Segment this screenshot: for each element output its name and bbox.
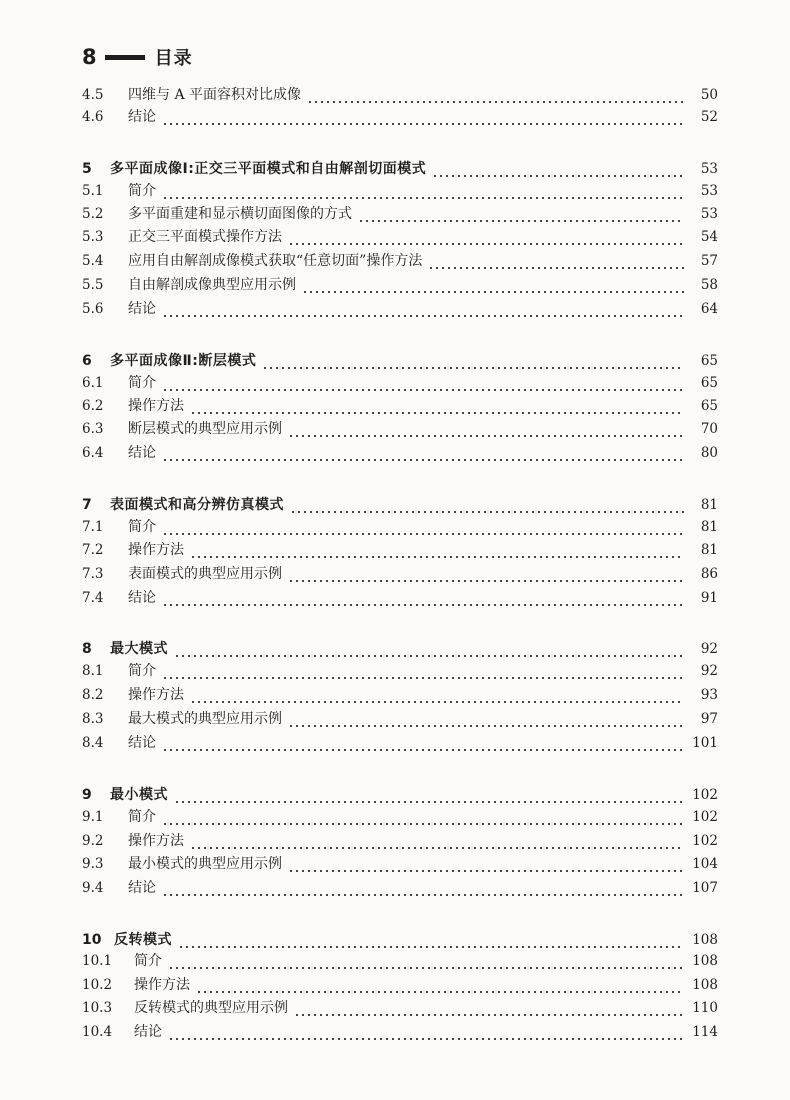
dot-leader [162, 587, 684, 609]
entry-page-number: 65 [700, 375, 718, 391]
entry-title: 应用自由解剖成像模式获取“任意切面”操作方法 [128, 253, 423, 269]
dot-leader [168, 950, 684, 972]
toc-section-entry [82, 587, 718, 609]
toc-section-entry [82, 563, 718, 585]
entry-number: 8.2 [82, 687, 104, 703]
entry-page-number: 65 [700, 398, 718, 414]
toc-section-entry [82, 853, 718, 875]
entry-title: 简介 [128, 809, 156, 825]
dot-leader [288, 853, 684, 875]
entry-title: 结论 [128, 109, 156, 125]
entry-number: 8.4 [82, 735, 104, 751]
entry-page-number: 53 [700, 161, 718, 177]
dot-leader [162, 732, 684, 754]
dot-leader [162, 877, 684, 899]
dot-leader [162, 516, 684, 538]
entry-title: 结论 [128, 880, 156, 896]
entry-number: 5.4 [82, 253, 104, 269]
entry-page-number: 81 [700, 497, 718, 513]
toc-section-entry [82, 84, 718, 106]
toc-section-entry [82, 1021, 718, 1043]
entry-title: 简介 [128, 519, 156, 535]
entry-number: 8.1 [82, 663, 104, 679]
toc-section-entry [82, 442, 718, 464]
dot-leader [162, 442, 684, 464]
dot-leader [262, 350, 684, 372]
entry-number: 5.2 [82, 206, 104, 222]
entry-page-number: 57 [700, 253, 718, 269]
entry-number: 7.2 [82, 542, 104, 558]
entry-page-number: 65 [700, 353, 718, 369]
entry-title: 正交三平面模式操作方法 [128, 229, 282, 245]
entry-title: 操作方法 [128, 542, 184, 558]
entry-page-number: 110 [692, 1000, 718, 1016]
entry-page-number: 81 [700, 519, 718, 535]
dot-leader [288, 708, 684, 730]
entry-number: 5.5 [82, 277, 104, 293]
toc-section-entry [82, 708, 718, 730]
entry-title: 表面模式的典型应用示例 [128, 566, 282, 582]
toc-chapter-entry [82, 638, 718, 660]
toc-section-entry [82, 250, 718, 272]
toc-section-entry [82, 372, 718, 394]
entry-page-number: 107 [692, 880, 718, 896]
dot-leader [290, 494, 684, 516]
toc-section-entry [82, 950, 718, 972]
toc-chapter-entry [82, 350, 718, 372]
entry-page-number: 108 [692, 932, 718, 948]
toc-section-entry [82, 974, 718, 996]
toc-chapter-entry [82, 494, 718, 516]
entry-number: 7 [82, 497, 92, 513]
entry-page-number: 92 [700, 641, 718, 657]
dot-leader [432, 158, 684, 180]
dot-leader [288, 418, 684, 440]
page-header [82, 44, 193, 70]
entry-title: 操作方法 [128, 833, 184, 849]
dot-leader [162, 806, 684, 828]
entry-page-number: 70 [700, 421, 718, 437]
dot-leader [162, 298, 684, 320]
dot-leader [302, 274, 684, 296]
toc-section-entry [82, 732, 718, 754]
entry-number: 8.3 [82, 711, 104, 727]
dot-leader [162, 106, 684, 128]
toc-section-entry [82, 395, 718, 417]
dot-leader [196, 974, 684, 996]
entry-number: 7.1 [82, 519, 104, 535]
entry-page-number: 108 [692, 953, 718, 969]
entry-number: 9.2 [82, 833, 104, 849]
entry-page-number: 114 [692, 1024, 718, 1040]
entry-number: 6.1 [82, 375, 104, 391]
entry-page-number: 92 [700, 663, 718, 679]
entry-number: 7.4 [82, 590, 104, 606]
entry-title: 操作方法 [128, 398, 184, 414]
header-rule [105, 55, 145, 60]
toc-section-entry [82, 539, 718, 561]
entry-title: 多平面重建和显示横切面图像的方式 [128, 206, 352, 222]
entry-number: 9 [82, 787, 92, 803]
toc-section-entry [82, 516, 718, 538]
toc-section-entry [82, 274, 718, 296]
entry-number: 4.6 [82, 109, 104, 125]
entry-title: 最小模式 [110, 787, 168, 803]
entry-title: 结论 [128, 301, 156, 317]
entry-page-number: 53 [700, 183, 718, 199]
toc-section-entry [82, 203, 718, 225]
dot-leader [190, 395, 684, 417]
entry-number: 9.3 [82, 856, 104, 872]
entry-title: 最大模式 [110, 641, 168, 657]
entry-page-number: 54 [700, 229, 718, 245]
entry-title: 结论 [128, 735, 156, 751]
toc-chapter-entry [82, 158, 718, 180]
toc-section-entry [82, 418, 718, 440]
toc-section-entry [82, 997, 718, 1019]
dot-leader [190, 684, 684, 706]
entry-number: 10.4 [82, 1024, 113, 1040]
entry-page-number: 97 [700, 711, 718, 727]
entry-page-number: 102 [692, 787, 718, 803]
entry-number: 6.4 [82, 445, 104, 461]
toc-section-entry [82, 830, 718, 852]
entry-title: 简介 [134, 953, 162, 969]
page-number: 8 [82, 45, 97, 69]
entry-title: 简介 [128, 375, 156, 391]
entry-title: 四维与 A 平面容积对比成像 [128, 87, 302, 103]
dot-leader [168, 1021, 684, 1043]
entry-page-number: 50 [700, 87, 718, 103]
entry-title: 多平面成像Ⅰ:正交三平面模式和自由解剖切面模式 [110, 161, 427, 177]
dot-leader [162, 372, 684, 394]
dot-leader [190, 830, 684, 852]
entry-page-number: 81 [700, 542, 718, 558]
entry-title: 反转模式的典型应用示例 [134, 1000, 288, 1016]
entry-number: 5.3 [82, 229, 104, 245]
toc-chapter-entry [82, 784, 718, 806]
entry-title: 多平面成像Ⅱ:断层模式 [110, 353, 257, 369]
entry-page-number: 86 [700, 566, 718, 582]
entry-title: 简介 [128, 663, 156, 679]
dot-leader [307, 84, 684, 106]
toc-section-entry [82, 877, 718, 899]
entry-title: 简介 [128, 183, 156, 199]
toc-section-entry [82, 298, 718, 320]
dot-leader [178, 929, 684, 951]
toc-chapter-entry [82, 929, 718, 951]
entry-number: 6 [82, 353, 92, 369]
entry-page-number: 80 [700, 445, 718, 461]
dot-leader [288, 563, 684, 585]
entry-number: 5.1 [82, 183, 104, 199]
entry-title: 断层模式的典型应用示例 [128, 421, 282, 437]
entry-page-number: 102 [692, 833, 718, 849]
entry-number: 10.3 [82, 1000, 113, 1016]
entry-number: 5 [82, 161, 92, 177]
entry-title: 结论 [134, 1024, 162, 1040]
entry-number: 10.1 [82, 953, 113, 969]
toc-section-entry [82, 106, 718, 128]
entry-number: 7.3 [82, 566, 104, 582]
entry-number: 6.2 [82, 398, 104, 414]
toc-section-entry [82, 226, 718, 248]
dot-leader [358, 203, 684, 225]
toc-section-entry [82, 806, 718, 828]
entry-title: 操作方法 [134, 977, 190, 993]
dot-leader [294, 997, 684, 1019]
dot-leader [174, 638, 684, 660]
entry-number: 10 [82, 932, 102, 948]
entry-number: 9.1 [82, 809, 104, 825]
entry-page-number: 58 [700, 277, 718, 293]
entry-page-number: 104 [692, 856, 718, 872]
entry-page-number: 64 [700, 301, 718, 317]
entry-number: 4.5 [82, 87, 104, 103]
entry-title: 结论 [128, 445, 156, 461]
entry-title: 结论 [128, 590, 156, 606]
entry-number: 5.6 [82, 301, 104, 317]
page-title: 目录 [154, 48, 193, 69]
dot-leader [162, 180, 684, 202]
entry-title: 最小模式的典型应用示例 [128, 856, 282, 872]
dot-leader [174, 784, 684, 806]
entry-number: 6.3 [82, 421, 104, 437]
dot-leader [428, 250, 684, 272]
entry-page-number: 52 [700, 109, 718, 125]
entry-page-number: 93 [700, 687, 718, 703]
entry-number: 8 [82, 641, 92, 657]
dot-leader [288, 226, 684, 248]
dot-leader [162, 660, 684, 682]
entry-number: 9.4 [82, 880, 104, 896]
entry-page-number: 53 [700, 206, 718, 222]
entry-number: 10.2 [82, 977, 113, 993]
toc-section-entry [82, 180, 718, 202]
entry-title: 最大模式的典型应用示例 [128, 711, 282, 727]
entry-page-number: 108 [692, 977, 718, 993]
entry-title: 自由解剖成像典型应用示例 [128, 277, 296, 293]
entry-title: 表面模式和高分辨仿真模式 [110, 497, 284, 513]
entry-title: 操作方法 [128, 687, 184, 703]
dot-leader [190, 539, 684, 561]
entry-page-number: 101 [692, 735, 718, 751]
toc-section-entry [82, 684, 718, 706]
entry-page-number: 91 [700, 590, 718, 606]
toc-section-entry [82, 660, 718, 682]
entry-page-number: 102 [692, 809, 718, 825]
entry-title: 反转模式 [114, 932, 172, 948]
